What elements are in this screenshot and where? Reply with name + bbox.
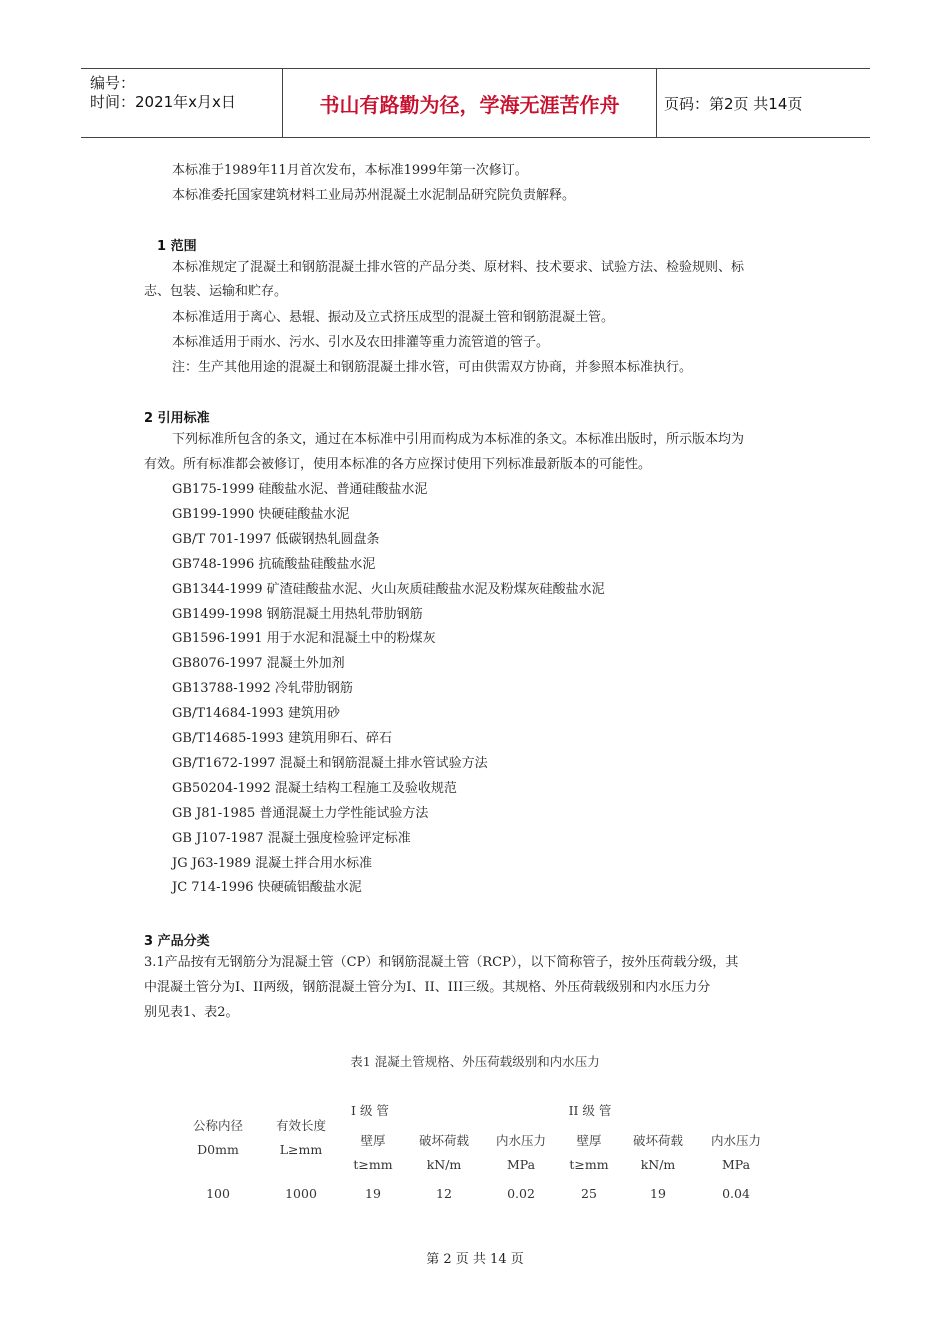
reference-item: GB1596-1991 用于水泥和混凝土中的粉煤灰 [172,631,436,647]
intro-line: 本标准委托国家建筑材料工业局苏州混凝土水泥制品研究院负责解释。 [172,188,576,203]
table-cell: 12 [436,1186,452,1201]
paragraph-line: 注：生产其他用途的混凝土和钢筋混凝土排水管，可由供需双方协商，并参照本标准执行。 [172,360,693,375]
section-heading: 1 范围 [157,239,197,254]
reference-item: GB1499-1998 钢筋混凝土用热轧带肋钢筋 [172,606,423,622]
paragraph-line: 有效。所有标准都会被修订，使用本标准的各方应探讨使用下列标准最新版本的可能性。 [144,457,652,472]
reference-item: GB13788-1992 冷轧带肋钢筋 [172,681,353,697]
reference-item: GB8076-1997 混凝土外加剂 [172,656,345,672]
paragraph-line: 本标准适用于雨水、污水、引水及农田排灌等重力流管道的管子。 [172,335,550,350]
reference-item: GB199-1990 快硬硅酸盐水泥 [172,506,350,522]
table-column-header: 内水压力 [710,1133,761,1148]
paragraph-line: 中混凝土管分为Ⅰ、II两级，钢筋混凝土管分为Ⅰ、II、III三级。其规格、外压荷载级别和内水压力分 [144,980,711,995]
reference-item: GB J107-1987 混凝土强度检验评定标准 [172,830,411,846]
paragraph-line: 本标准规定了混凝土和钢筋混凝土排水管的产品分类、原材料、技术要求、试验方法、检验规则、标 [172,260,745,275]
table-cell: 1000 [285,1186,317,1201]
section-heading: 2 引用标准 [144,411,210,426]
header-meta [81,69,283,137]
table-cell: 100 [206,1186,230,1201]
reference-item: GB/T1672-1997 混凝土和钢筋混凝土排水管试验方法 [172,755,488,771]
intro-line: 本标准于1989年11月首次发布，本标准1999年第一次修订。 [172,163,528,178]
header-page-info: 页码：第2页 共14页 [664,95,803,113]
table-column-unit: MPa [506,1157,536,1172]
reference-item: JC 714-1996 快硬硫铝酸盐水泥 [172,880,362,896]
header-motto: 书山有路勤为径，学海无涯苦作舟 [283,69,657,137]
paragraph-line: 3.1产品按有无钢筋分为混凝土管（CP）和钢筋混凝土管（RCP），以下简称管子，按外压荷载分级，其 [144,955,739,970]
table-column-unit: L≥mm [279,1142,323,1157]
table-column-unit: kN/m [426,1157,462,1172]
table-cell: 0.02 [507,1186,535,1201]
table-group-header: II 级 管 [568,1103,612,1118]
table-column-header: 公称内径 [192,1118,243,1133]
reference-item: GB/T 701-1997 低碳钢热轧圆盘条 [172,531,380,547]
reference-item: GB748-1996 抗硫酸盐硅酸盐水泥 [172,556,376,572]
table-column-header: 破坏荷载 [632,1133,683,1148]
table-cell: 19 [365,1186,381,1201]
section-heading: 3 产品分类 [144,934,210,949]
table-column-header: 壁厚 [576,1133,602,1148]
reference-item: GB1344-1999 矿渣硅酸盐水泥、火山灰质硅酸盐水泥及粉煤灰硅酸盐水泥 [172,581,605,597]
paragraph-line: 本标准适用于离心、悬辊、振动及立式挤压成型的混凝土管和钢筋混凝土管。 [172,310,615,325]
table-column-header: 有效长度 [275,1118,326,1133]
page-header [81,68,870,138]
reference-item: GB J81-1985 普通混凝土力学性能试验方法 [172,805,429,821]
table-column-unit: kN/m [640,1157,676,1172]
table-column-header: 内水压力 [495,1133,546,1148]
table-cell: 25 [581,1186,597,1201]
page-footer: 第 2 页 共 14 页 [426,1252,524,1267]
paragraph-line: 志、包装、运输和贮存。 [144,284,288,299]
reference-item: GB/T14685-1993 建筑用卵石、碎石 [172,731,392,746]
code-label: 编号： [90,74,136,92]
reference-item: JG J63-1989 混凝土拌合用水标准 [172,855,373,871]
table-column-unit: MPa [721,1157,751,1172]
table-cell: 19 [650,1186,666,1201]
paragraph-line: 下列标准所包含的条文，通过在本标准中引用而构成为本标准的条文。本标准出版时，所示版本均为 [172,432,745,447]
table-column-unit: t≥mm [569,1157,609,1172]
reference-item: GB175-1999 硅酸盐水泥、普通硅酸盐水泥 [172,482,428,497]
reference-item: GB/T14684-1993 建筑用砂 [172,706,340,722]
table-column-unit: t≥mm [353,1157,393,1172]
table-column-header: 破坏荷载 [418,1133,469,1148]
table-cell: 0.04 [722,1186,750,1201]
table-group-header: I 级 管 [351,1103,389,1118]
time-label: 时间：2021年x月x日 [90,93,236,111]
reference-item: GB50204-1992 混凝土结构工程施工及验收规范 [172,780,457,796]
table-caption: 表1 混凝土管规格、外压荷载级别和内水压力 [350,1054,600,1069]
table-column-header: 壁厚 [360,1133,386,1148]
table-column-unit: D0mm [197,1142,239,1157]
paragraph-line: 别见表1、表2。 [144,1005,239,1020]
